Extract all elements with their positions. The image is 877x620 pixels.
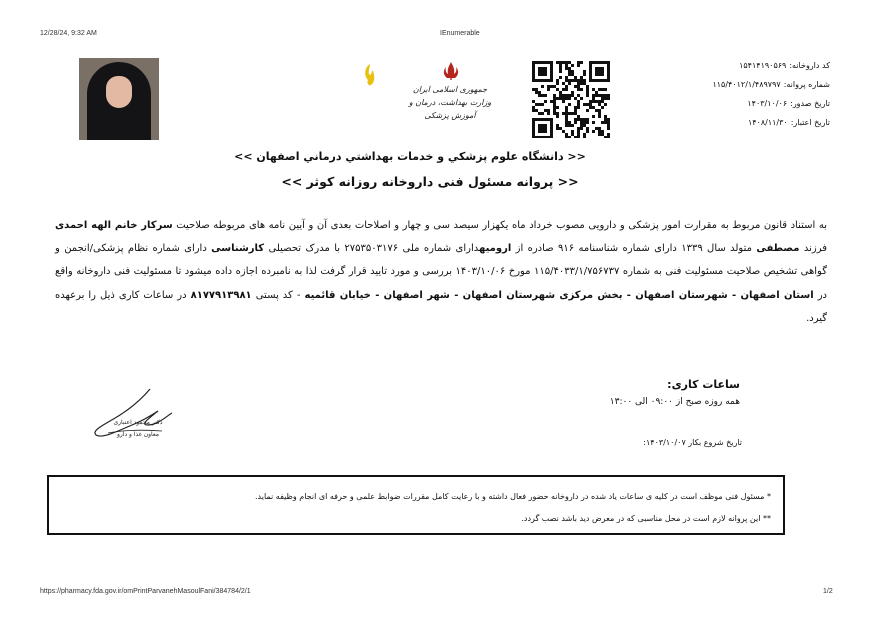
info-row-pharmacy-code: [620, 56, 830, 75]
father-name: مصطفی: [756, 243, 800, 255]
body-text: در ساعات کاری ذیل را برعهده گیرد.: [55, 289, 827, 324]
body-text: به استناد قانون مربوط به مقرارت امور پزشکی و دارویی مصوب خرداد ماه یکهزار سیصد سی و چهار و اصلاحات بعدی آن و آیین نامه های مربوطه صلاحیت: [176, 220, 827, 231]
info-label: کد داروخانه:: [789, 61, 830, 70]
holder-name: سرکار خانم الهه احمدی: [55, 220, 173, 231]
body-text: دارای شماره نظام پزشکی/انجمن و گواهی تشخیص صلاحیت مسئولیت فنی به شماره ۱۱۵/۴۰۳۳/۱/۷۵۶۷۳۷ مورخ ۱۴۰۳/۱۰/۰۶ بررسی و مورد تایید قرار گرفت لذا به نامبرده اجازه داده میشود تا مسئولیت فنی داروخانه واقع در: [55, 243, 827, 301]
info-value: ۱۴۰۸/۱۱/۳۰: [747, 118, 788, 127]
license-body: [55, 214, 827, 330]
browser-timestamp: 12/28/24, 9:32 AM: [40, 30, 97, 37]
degree: کارشناسی: [211, 243, 265, 255]
start-date: تاریخ شروع بکار ۱۴۰۳/۱۰/۰۷:: [643, 438, 742, 447]
iran-emblem-icon: [440, 60, 462, 82]
signatory-role: معاون غذا و دارو: [117, 431, 159, 438]
info-row-issue-date: [620, 94, 830, 113]
notes-box: [47, 475, 785, 535]
note-1: * مسئول فنی موظف است در کلیه ی ساعات یاد شده در داروخانه حضور فعال داشته و با رعایت کامل مقررات ضوابط علمی و حرفه ای انجام وظیفه نماید.: [254, 492, 771, 501]
body-text: - کد پستی: [255, 289, 301, 301]
info-row-expiry-date: [620, 113, 830, 132]
ministry-name: [400, 84, 500, 122]
info-row-license-number: [620, 75, 830, 94]
info-label: تاریخ اعتبار:: [790, 118, 830, 127]
info-value: ۱۵۴۱۴۱۹۰۵۶۹: [739, 61, 787, 70]
ministry-line-1: جمهوری اسلامی ایران: [412, 85, 488, 94]
body-text: متولد سال ۱۳۳۹ دارای شماره شناسنامه ۹۱۶ صادره از: [515, 243, 752, 255]
browser-url: https://pharmacy.fda.gov.ir/omPrintParvanehMasoulFani/384784/2/1: [40, 588, 251, 595]
browser-page-number: 1/2: [823, 588, 833, 595]
ministry-line-2: وزارت بهداشت، درمان و آموزش پزشکی: [408, 97, 492, 120]
pharmacy-location: استان اصفهان - شهرستان اصفهان - بخش مرکزی شهرستان اصفهان - شهر اصفهان - خیابان قائمیه: [304, 289, 814, 301]
license-title: << پروانه مسئول فنی داروخانه روزانه کوثر >>: [281, 174, 579, 189]
qr-code-icon: [531, 60, 611, 138]
postal-code: ۸۱۷۷۹۱۳۹۸۱: [190, 289, 252, 301]
university-title: << دانشگاه علوم پزشکي و خدمات بهداشتي درماني اصفهان >>: [234, 150, 586, 163]
note-2: ** این پروانه لازم است در محل مناسبی که در معرض دید باشد نصب گردد.: [521, 514, 771, 523]
body-text: دارای شماره ملی ۲۷۵۳۵۰۳۱۷۶ با مدرک تحصیلی: [268, 243, 479, 255]
working-hours-heading: ساعات کاری:: [667, 378, 740, 391]
info-value: ۱۴۰۳/۱۰/۰۶: [747, 99, 788, 108]
applicant-photo: [79, 58, 159, 140]
birthplace: ارومیه: [478, 243, 512, 255]
info-value: ۱۱۵/۴۰۱۲/۱/۴۸۹۷۹۷: [712, 80, 781, 89]
info-label: شماره پروانه:: [783, 80, 830, 89]
info-label: تاریخ صدور:: [790, 99, 830, 108]
body-text: فرزند: [803, 243, 827, 255]
browser-title: IEnumerable: [440, 30, 480, 37]
fda-logo-icon: [360, 62, 380, 88]
license-info-block: [620, 56, 830, 132]
working-hours-value: همه روزه صبح از ۰۹:۰۰ الی ۱۳:۰۰: [609, 397, 740, 407]
signatory-name: دکتر محمود اعتباری: [113, 419, 163, 426]
